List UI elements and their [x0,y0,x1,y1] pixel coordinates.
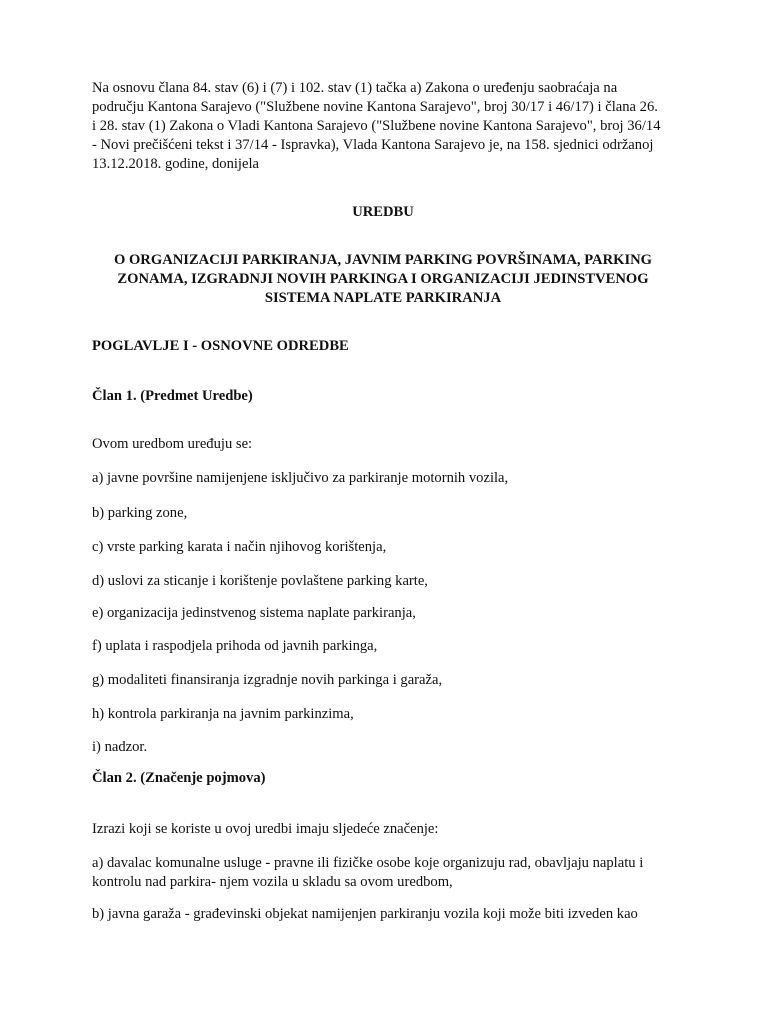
article-1-lead: Ovom uredbom uređuju se: [92,436,253,452]
document-subject-heading: O ORGANIZACIJI PARKIRANJA, JAVNIM PARKING POVRŠINAMA, PARKING ZONAMA, IZGRADNJI NOVIH PARKINGA I ORGANIZACIJI JEDINSTVENOG SISTEMA NAPLATE PARKIRANJA [113,252,653,306]
preamble-paragraph: Na osnovu člana 84. stav (6) i (7) i 102. stav (1) tačka a) Zakona o uređenju saobraćaja na području Kantona Sarajevo ("Službene novine Kantona Sarajevo", broj 30/17 i 46/17) i člana 26. i 28. stav (1) Zakona o Vladi Kantona Sarajevo ("Službene novine Kantona Sarajevo", broj 36/14 - Novi prečišćeni tekst i 37/14 - Ispravka), Vlada Kantona Sarajevo je, na 158. sjednici održanoj 13.12.2018. godine, donijela [92,80,661,172]
article-1-item: c) vrste parking karata i način njihovog korištenja, [92,539,387,555]
article-1-title: Član 1. (Predmet Uredbe) [92,388,253,404]
article-2-item: b) javna garaža - građevinski objekat namijenjen parkiranju vozila koji može biti izveden kao [92,906,638,922]
document-type-heading: UREDBU [352,204,414,220]
article-2-item: a) davalac komunalne usluge - pravne ili fizičke osobe koje organizuju rad, obavljaju naplatu i kontrolu nad parkira- njem vozila u skladu sa ovom uredbom, [92,855,644,890]
article-1-item: h) kontrola parkiranja na javnim parkinzima, [92,706,354,722]
article-1-item: b) parking zone, [92,505,188,521]
article-1-item: f) uplata i raspodjela prihoda od javnih parkinga, [92,638,378,654]
article-1-item: g) modaliteti finansiranja izgradnje novih parkinga i garaža, [92,672,443,688]
article-1-item: d) uslovi za sticanje i korištenje povlaštene parking karte, [92,573,428,589]
article-2-lead: Izrazi koji se koriste u ovoj uredbi imaju sljedeće značenje: [92,821,439,837]
article-1-item: i) nadzor. [92,739,148,755]
article-2-title: Član 2. (Značenje pojmova) [92,770,266,786]
article-1-item: e) organizacija jedinstvenog sistema naplate parkiranja, [92,605,416,621]
article-1-item: a) javne površine namijenjene isključivo za parkiranje motornih vozila, [92,470,509,486]
chapter-heading: POGLAVLJE I - OSNOVNE ODREDBE [92,338,349,354]
